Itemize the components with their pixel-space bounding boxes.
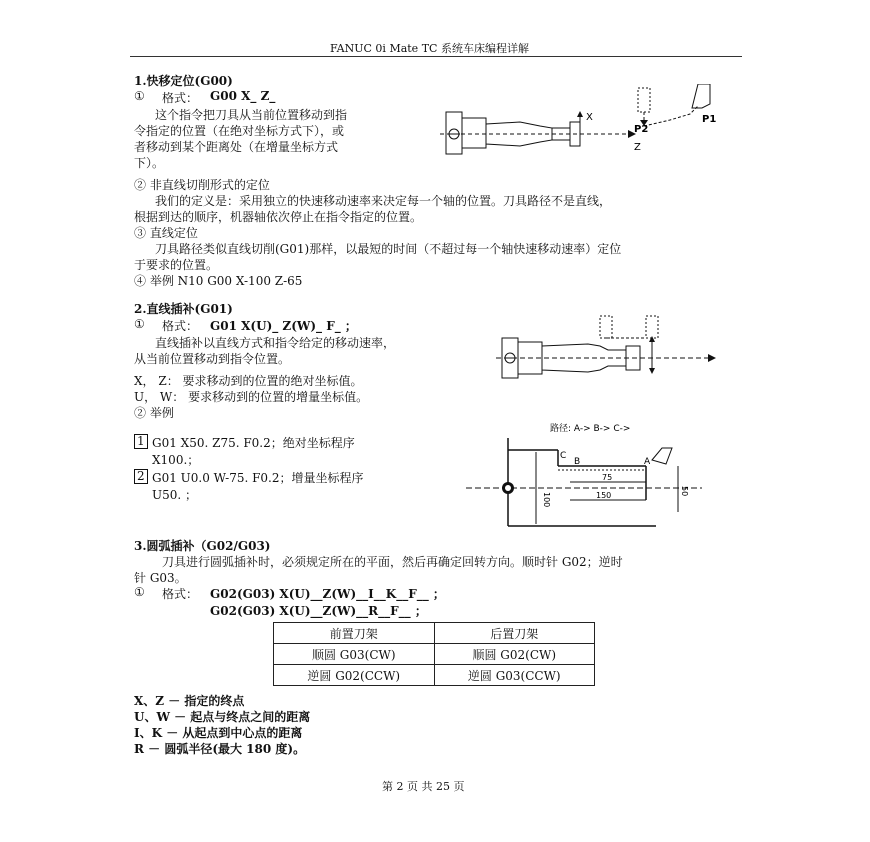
header-divider bbox=[130, 56, 742, 57]
page-footer: 第 2 页 共 25 页 bbox=[382, 780, 465, 793]
g01-example-1b: X100.； bbox=[152, 453, 200, 467]
table-header-cell: 后置刀架 bbox=[434, 623, 595, 644]
g00-format-number: ① bbox=[134, 89, 145, 103]
g00-point-3-line-1: 刀具路径类似直线切削(G01)那样，以最短的时间（不超过每一个轴快速移动速率）定位 bbox=[155, 242, 622, 256]
point-b-label: B bbox=[574, 457, 581, 467]
table-header-row bbox=[274, 623, 595, 644]
g00-diagram bbox=[440, 84, 740, 164]
table-cell: 顺圆 G03(CW) bbox=[274, 644, 435, 665]
dim-100: 100 bbox=[542, 492, 551, 508]
g02-intro-line-1: 刀具进行圆弧插补时，必须规定所在的平面，然后再确定回转方向。顺时针 G02；逆时 bbox=[162, 555, 623, 569]
def-r: R － 圆弧半径(最大 180 度)。 bbox=[134, 742, 306, 756]
table-header-cell: 前置刀架 bbox=[274, 623, 435, 644]
dim-150: 150 bbox=[596, 491, 612, 500]
g02-format-number: ① bbox=[134, 585, 145, 599]
g00-desc-line-1: 这个指令把刀具从当前位置移动到指 bbox=[155, 108, 348, 122]
def-ik: I、K － 从起点到中心点的距离 bbox=[134, 726, 303, 740]
dim-50: 50 bbox=[680, 486, 689, 497]
g00-p2-label: P2 bbox=[634, 124, 649, 135]
g00-desc-line-2: 令指定的位置（在绝对坐标方式下），或 bbox=[134, 124, 345, 138]
table-cell: 顺圆 G02(CW) bbox=[434, 644, 595, 665]
g00-example: ④ 举例 N10 G00 X-100 Z-65 bbox=[134, 274, 303, 288]
g01-xz-definition: X， Z： 要求移动到的位置的绝对坐标值。 bbox=[134, 374, 363, 388]
arc-direction-table bbox=[273, 622, 595, 686]
g01-example-1: G01 X50. Z75. F0.2；绝对坐标程序 bbox=[152, 436, 355, 450]
table-cell: 逆圆 G02(CCW) bbox=[274, 665, 435, 686]
table-cell: 逆圆 G03(CCW) bbox=[434, 665, 595, 686]
g00-point-2-line-2: 根据到达的顺序，机器轴依次停止在指令指定的位置。 bbox=[134, 210, 423, 224]
g00-point-3-line-2: 于要求的位置。 bbox=[134, 258, 219, 272]
g01-example-2b: U50. ； bbox=[152, 488, 198, 502]
g01-example-1-box: 1 bbox=[134, 434, 148, 449]
section-title-g00: 1.快移定位(G00) bbox=[134, 74, 233, 88]
g00-format-code: G00 X_ Z_ bbox=[210, 89, 276, 103]
g01-example-title: ② 举例 bbox=[134, 406, 174, 420]
def-xz: X、Z － 指定的终点 bbox=[134, 694, 245, 708]
point-c-label: C bbox=[560, 451, 567, 461]
table-row bbox=[274, 644, 595, 665]
g00-point-2-line-1: 我们的定义是：采用独立的快速移动速率来决定每一个轴的位置。刀具路径不是直线， bbox=[155, 194, 612, 208]
g00-format-label: 格式： bbox=[162, 91, 199, 105]
g02-format-label: 格式： bbox=[162, 587, 199, 601]
g02-intro-line-2: 针 G03。 bbox=[134, 571, 187, 585]
page-header: FANUC 0i Mate TC 系统车床编程详解 bbox=[330, 42, 529, 55]
path-label: 路径: A-> B-> C-> bbox=[550, 424, 631, 434]
g02-format-code-1: G02(G03) X(U)__Z(W)__I__K__F__ ； bbox=[210, 587, 445, 601]
g00-x-axis-label: X bbox=[586, 112, 593, 123]
section-title-g01: 2.直线插补(G01) bbox=[134, 302, 233, 316]
table-row bbox=[274, 665, 595, 686]
g01-format-label: 格式： bbox=[162, 319, 199, 333]
g01-format-number: ① bbox=[134, 317, 145, 331]
g02-format-code-2: G02(G03) X(U)__Z(W)__R__F__ ； bbox=[210, 604, 427, 618]
g01-example-2-box: 2 bbox=[134, 469, 148, 484]
g01-desc-line-1: 直线插补以直线方式和指令给定的移动速率， bbox=[155, 336, 396, 350]
g00-desc-line-4: 下）。 bbox=[134, 156, 165, 170]
g01-example-2: G01 U0.0 W-75. F0.2；增量坐标程序 bbox=[152, 471, 364, 485]
g00-p1-label: P1 bbox=[702, 114, 717, 125]
g00-z-axis-label: Z bbox=[634, 142, 641, 153]
dim-75: 75 bbox=[602, 473, 613, 482]
g00-point-3-title: ③ 直线定位 bbox=[134, 226, 198, 240]
section-title-g02-g03: 3.圆弧插补（G02/G03) bbox=[134, 539, 271, 553]
g01-diagram bbox=[496, 312, 728, 386]
g01-format-code: G01 X(U)_ Z(W)_ F_ ； bbox=[210, 319, 357, 333]
g00-point-2-title: ② 非直线切削形式的定位 bbox=[134, 178, 270, 192]
g00-desc-line-3: 者移动到某个距离处（在增量坐标方式 bbox=[134, 140, 339, 154]
g01-desc-line-2: 从当前位置移动到指令位置。 bbox=[134, 352, 291, 366]
point-a-label: A bbox=[644, 457, 651, 467]
g01-uw-definition: U， W： 要求移动到的位置的增量坐标值。 bbox=[134, 390, 369, 404]
g01-example-diagram bbox=[466, 420, 702, 530]
def-uw: U、W － 起点与终点之间的距离 bbox=[134, 710, 311, 724]
